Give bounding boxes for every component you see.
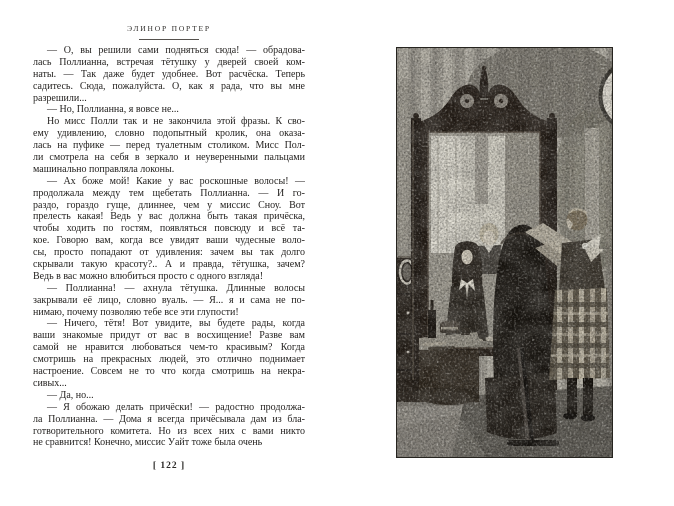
paragraph — [33, 390, 305, 402]
paragraph — [33, 45, 305, 104]
text-line: Ведь в вас можно влюбиться просто с одного взгляда! — [33, 270, 264, 282]
text-line: ему удивлению, словно подопытный кролик, она оказа- — [33, 128, 305, 140]
paragraph — [33, 176, 305, 283]
paragraph — [33, 104, 305, 116]
paragraph — [33, 318, 305, 389]
text-line: наты. — Так даже будет удобнее. Вот расчёска. Теперь — [33, 68, 305, 80]
text-line: — Ах боже мой! Какие у вас роскошные волосы! — — [47, 175, 305, 187]
page-right-illustration — [396, 47, 613, 458]
text-line: продолжала между тем щебетать Поллианна. — И го- — [33, 187, 305, 199]
text-line: самой не нравится любоваться чем-то красивым? Когда — [33, 342, 305, 354]
text-line: сивых... — [33, 377, 67, 389]
paragraph — [33, 402, 305, 450]
text-line: прелесть какая! Ведь у вас должна быть такая причёска, — [33, 211, 305, 223]
running-head: ЭЛИНОР ПОРТЕР — [127, 24, 211, 33]
text-line: раздо, гораздо гуще, длиннее, чем у миссис Сноу. Вот — [33, 199, 305, 211]
text-line: кое. Говорю вам, когда все увидят ваши чудесные воло- — [33, 235, 305, 247]
text-line: ваши знакомые придут от вас в восхищение! Разве вам — [33, 330, 305, 342]
text-line: лась Поллианна, встречая тётушку у дверей своей ком- — [33, 56, 305, 68]
text-line: садитесь. Сюда, пожалуйста. О, как я рада, что вы мне — [33, 80, 305, 92]
text-line: не сравнится! Конечно, миссис Уайт тоже была очень — [33, 437, 263, 449]
text-line: — Ничего, тётя! Вот увидите, вы будете рады, когда — [47, 318, 305, 330]
text-line: настроение. Совсем не то что когда смотришь на некра- — [33, 366, 305, 378]
text-line: — О, вы решили сами подняться сюда! — обрадова- — [47, 45, 305, 56]
paragraph — [33, 283, 305, 319]
text-line: смотришь на прекрасных людей, это отлично поднимает — [33, 354, 305, 366]
header-rule — [139, 39, 199, 40]
text-line: — Я обожаю делать причёски! — радостно продолжа- — [47, 401, 305, 413]
text-line: — Но, Поллианна, я вовсе не... — [47, 104, 179, 116]
paragraph — [33, 116, 305, 175]
page-number: [ 122 ] — [152, 461, 186, 471]
text-line: — Поллианна! — ахнула тётушка. Длинные волосы — [47, 282, 305, 294]
text-line: чтобы ходить по гостям, появляться повсюду и всё та- — [33, 223, 305, 235]
text-line: закрывали её лицо, словно вуаль. — Я... я и сама не по- — [33, 294, 305, 306]
text-block — [33, 45, 305, 449]
text-line: нимаю, почему позволяю тебе все эти глупости! — [33, 306, 239, 318]
text-line: скрывали такую красоту?.. А и правда, тётушка, зачем? — [33, 259, 305, 271]
text-line: Но мисс Полли так и не закончила этой фразы. К сво- — [47, 116, 305, 128]
grain-light-overlay — [397, 48, 612, 457]
text-line: лась на пуфике — перед туалетным столиком. Мисс Пол- — [33, 140, 305, 152]
text-line: сы, просто попадают от удивления: зачем вы так долго — [33, 247, 305, 259]
text-line: готворительного комитета. Но из всех них с вами никто — [33, 425, 305, 437]
text-line: — Да, но... — [47, 389, 94, 401]
text-line: разрешили... — [33, 92, 87, 104]
text-line: ла Поллианна. — Дома я всегда причёсывала дам из бла- — [33, 413, 305, 425]
text-line: машинально поправляла локоны. — [33, 163, 175, 175]
text-line: ли смотрела на себя в зеркало и неуверенными пальцами — [33, 152, 305, 164]
